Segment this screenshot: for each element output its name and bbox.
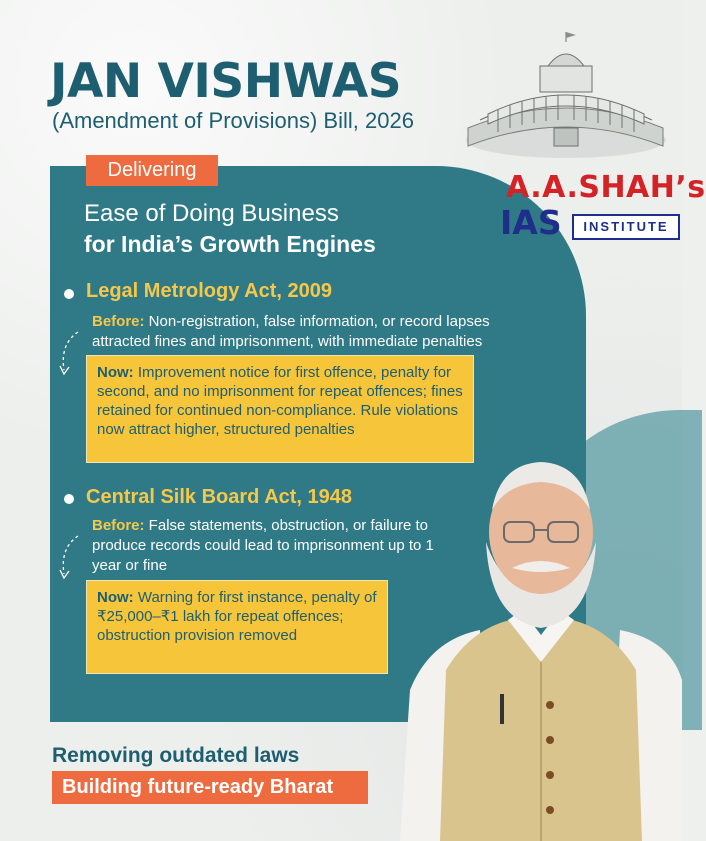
logo-institute: INSTITUTE [572, 214, 680, 240]
logo-name: A.A.SHAH’s [506, 170, 706, 205]
act-title-central-silk-board: Central Silk Board Act, 1948 [86, 486, 353, 508]
parliament-building-illustration [458, 28, 673, 163]
before-description: False statements, obstruction, or failure to produce records could lead to imprisonment up to 1 year or fine [92, 517, 434, 574]
act-title-legal-metrology: Legal Metrology Act, 2009 [86, 280, 332, 302]
before-label: Before: [92, 517, 145, 534]
bullet-icon [64, 289, 74, 299]
act2-now-box [86, 580, 388, 674]
now-label: Now: [97, 364, 134, 381]
page-title: JAN VISHWAS [50, 54, 402, 109]
person-portrait [400, 450, 682, 841]
now-description: Improvement notice for first offence, penalty for second, and no imprisonment for repeat offences; fines retained for continued non-compliance. Rule violations now attract higher, structured penalties [97, 364, 463, 438]
now-label: Now: [97, 589, 134, 606]
now-description: Warning for first instance, penalty of ₹25,000–₹1 lakh for repeat offences; obstruction provision removed [97, 589, 377, 644]
page-subtitle: (Amendment of Provisions) Bill, 2026 [52, 108, 414, 133]
removing-laws-text: Removing outdated laws [52, 744, 300, 767]
headline-line2: for India’s Growth Engines [84, 231, 376, 257]
act1-now-box [86, 355, 474, 463]
delivering-tag: Delivering [86, 155, 218, 186]
act2-before-text [92, 516, 442, 576]
before-description: Non-registration, false information, or record lapses attracted fines and imprisonment, with immediate penalties [92, 313, 490, 350]
act1-before-text [92, 312, 532, 352]
bullet-icon [64, 494, 74, 504]
before-label: Before: [92, 313, 145, 330]
dashed-curved-arrow-icon [56, 330, 86, 380]
dashed-curved-arrow-icon [56, 534, 86, 584]
building-bharat-banner: Building future-ready Bharat [52, 771, 368, 804]
logo-ias: IAS [500, 203, 562, 242]
headline-line1: Ease of Doing Business [84, 200, 339, 227]
institute-logo [500, 170, 706, 242]
